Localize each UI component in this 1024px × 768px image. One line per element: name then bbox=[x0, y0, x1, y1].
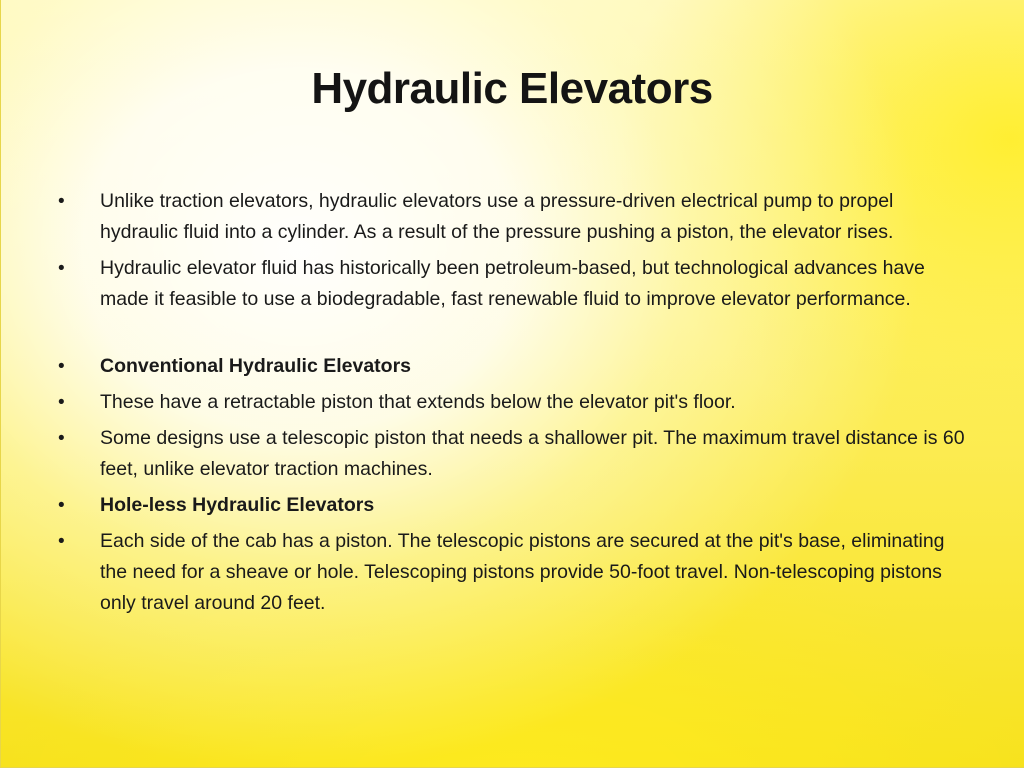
bullet-icon: • bbox=[58, 531, 65, 552]
section-heading: Conventional Hydraulic Elevators bbox=[100, 355, 412, 377]
bullet-text: Each side of the cab has a piston. The telescopic pistons are secured at the pit's base, eliminating the need for a sheave or hole. Telescoping pistons provide 50-foot travel. Non-telescoping pistons only travel around 20 feet. bbox=[100, 530, 945, 614]
bullet-item-heading bbox=[58, 490, 968, 521]
bullet-text: Hydraulic elevator fluid has historically been petroleum-based, but technological advances have made it feasible to use a biodegradable, fast renewable fluid to improve elevator performance. bbox=[100, 257, 925, 310]
bullet-list bbox=[58, 186, 968, 624]
bullet-item-heading bbox=[58, 351, 968, 382]
bullet-icon: • bbox=[58, 495, 65, 516]
bullet-text: These have a retractable piston that extends below the elevator pit's floor. bbox=[100, 391, 736, 413]
bullet-item bbox=[58, 253, 968, 315]
bullet-text: Some designs use a telescopic piston that needs a shallower pit. The maximum travel distance is 60 feet, unlike elevator traction machines. bbox=[100, 427, 965, 480]
section-heading: Hole-less Hydraulic Elevators bbox=[100, 494, 375, 516]
bullet-icon: • bbox=[58, 258, 65, 279]
bullet-item bbox=[58, 526, 968, 619]
bullet-icon: • bbox=[58, 191, 65, 212]
bullet-text: Unlike traction elevators, hydraulic elevators use a pressure-driven electrical pump to propel hydraulic fluid into a cylinder. As a result of the pressure pushing a piston, the elevator rises. bbox=[100, 190, 894, 243]
bullet-icon: • bbox=[58, 392, 65, 413]
slide-title: Hydraulic Elevators bbox=[311, 64, 713, 113]
bullet-item bbox=[58, 186, 968, 248]
bullet-item bbox=[58, 423, 968, 485]
bullet-icon: • bbox=[58, 428, 65, 449]
bullet-item bbox=[58, 387, 968, 418]
bullet-icon: • bbox=[58, 356, 65, 377]
